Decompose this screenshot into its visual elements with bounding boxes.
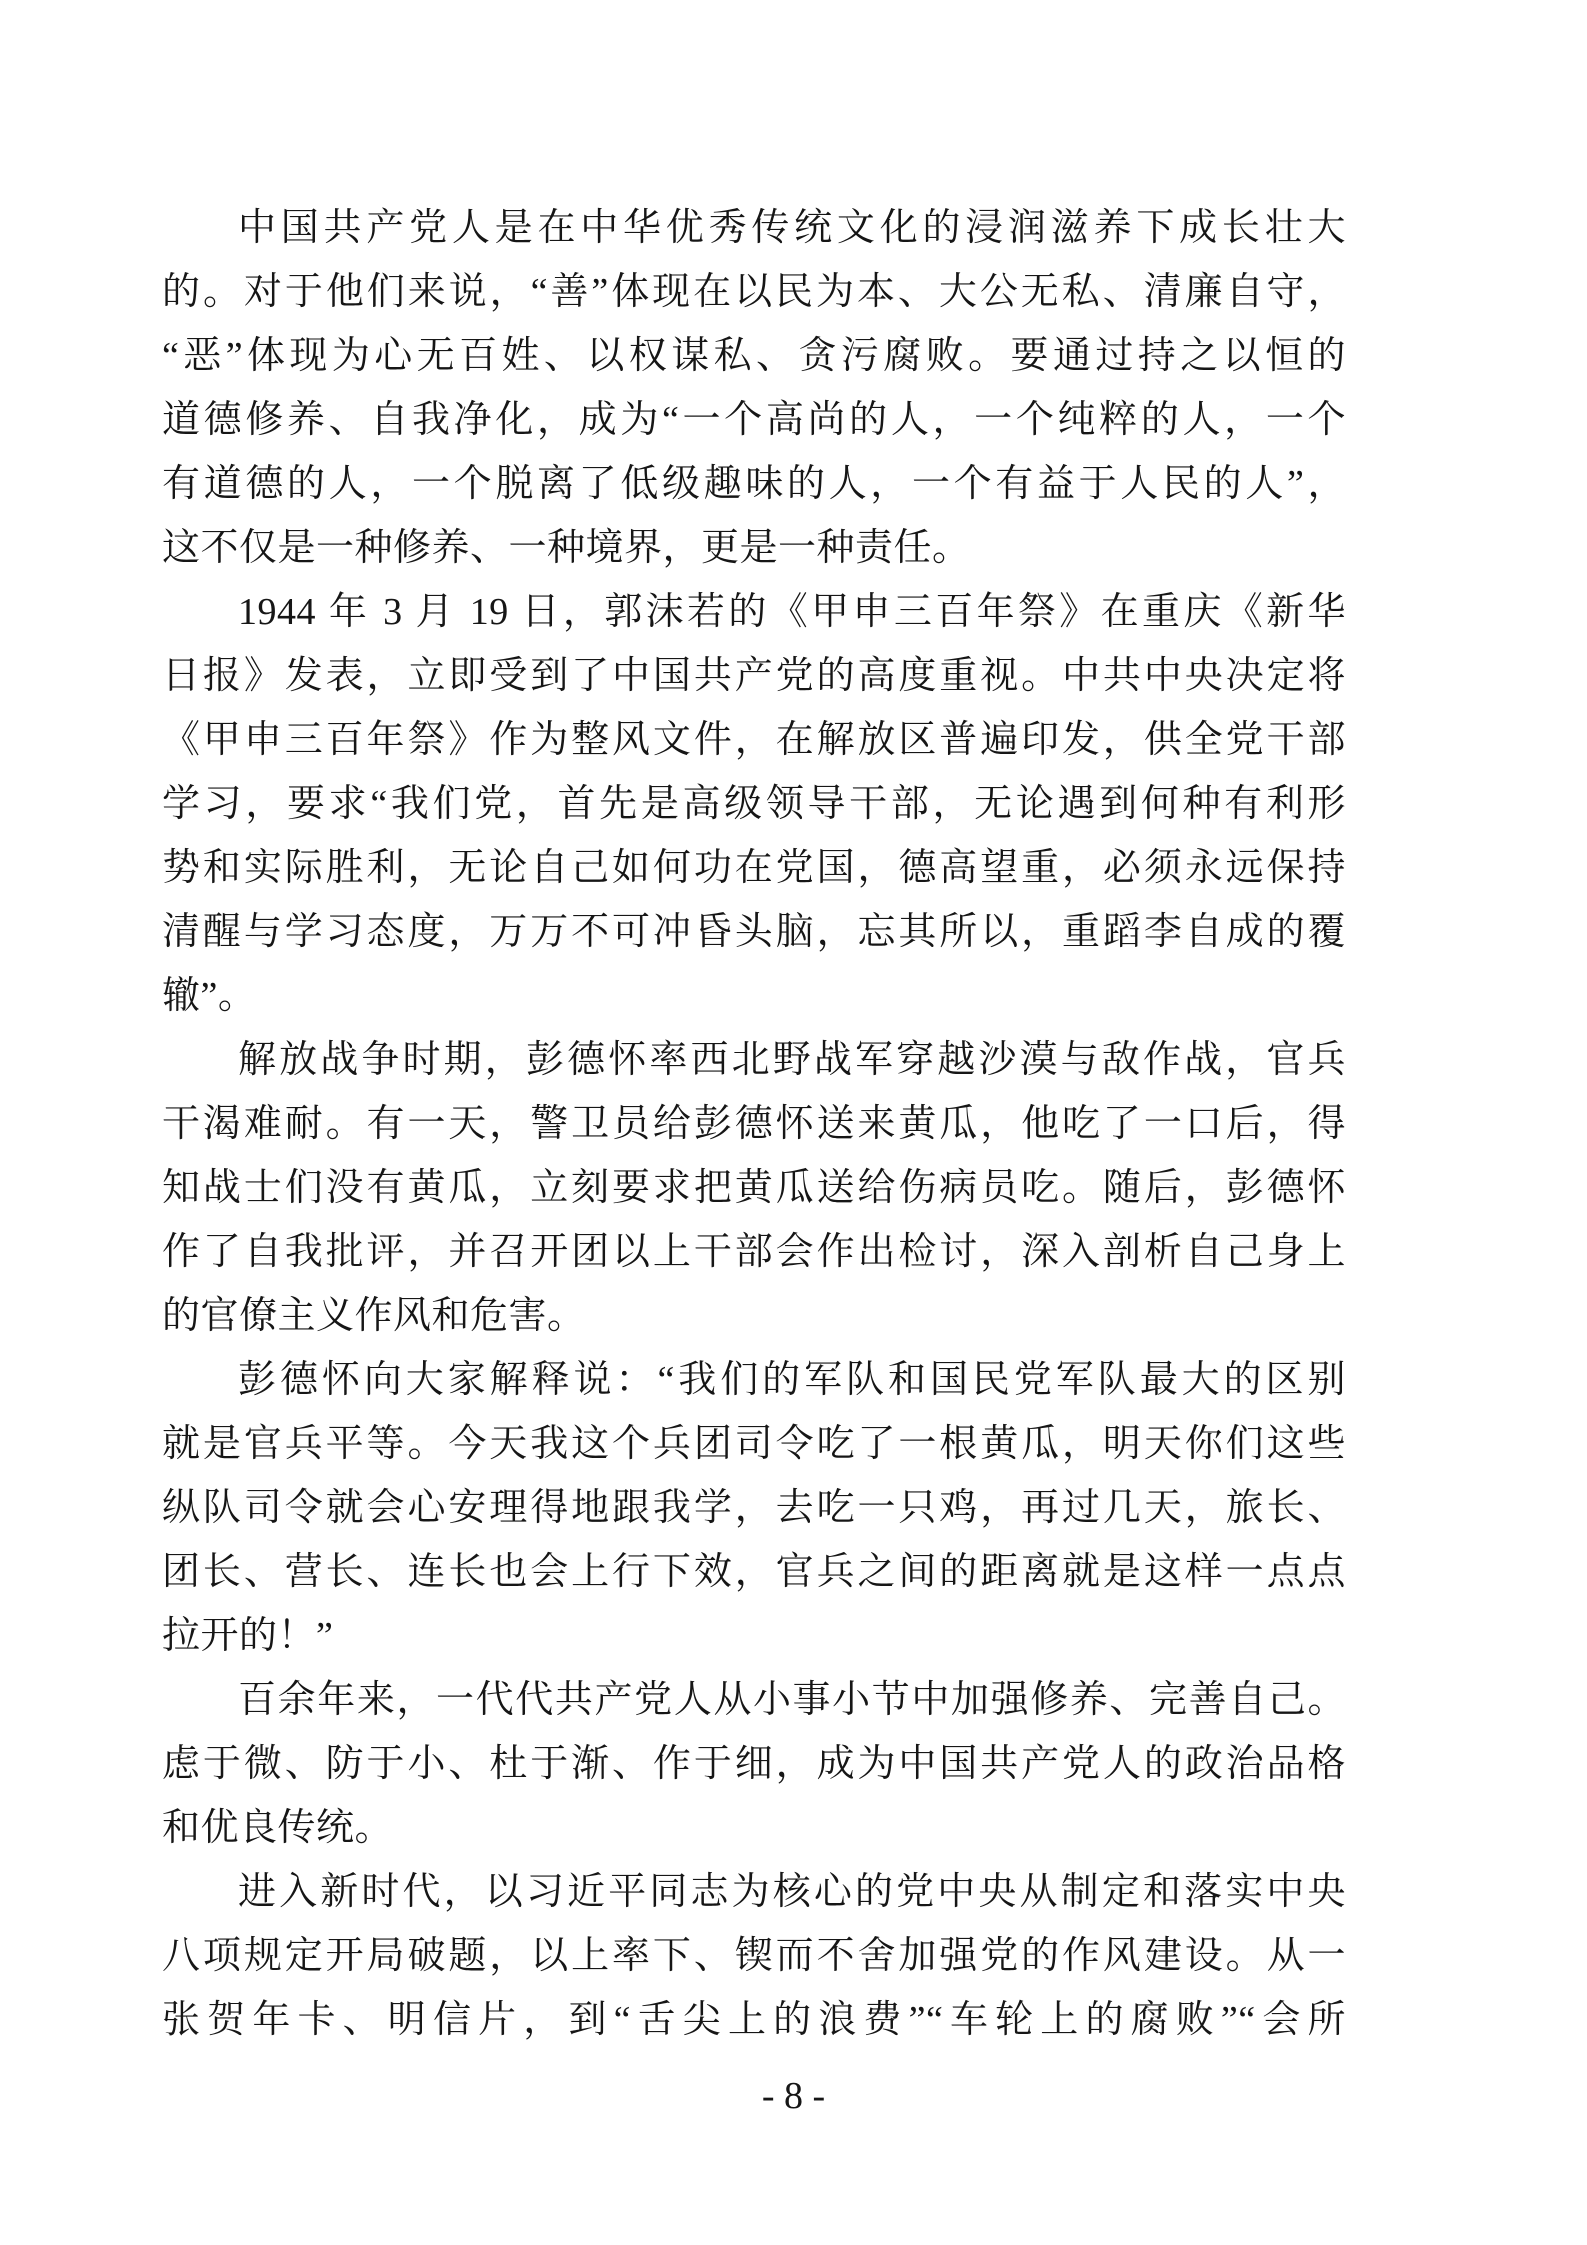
text-line: 这不仅是一种修养、一种境界，更是一种责任。 bbox=[162, 527, 971, 569]
page-footer bbox=[0, 2072, 1587, 2120]
page-number: - 8 - bbox=[761, 2075, 826, 2117]
text-line: 中国共产党人是在中华优秀传统文化的浸润滋养下成长壮大 bbox=[238, 207, 1346, 249]
text-line: 解放战争时期，彭德怀率西北野战军穿越沙漠与敌作战，官兵 bbox=[238, 1039, 1346, 1081]
text-line: 的。对于他们来说，“善”体现在以民为本、大公无私、清廉自守， bbox=[162, 271, 1346, 313]
text-line: 1944 年 3 月 19 日，郭沫若的《甲申三百年祭》在重庆《新华 bbox=[238, 591, 1346, 633]
text-line: “恶”体现为心无百姓、以权谋私、贪污腐败。要通过持之以恒的 bbox=[162, 335, 1346, 377]
text-line: 日报》发表，立即受到了中国共产党的高度重视。中共中央决定将 bbox=[162, 655, 1346, 697]
text-line: 就是官兵平等。今天我这个兵团司令吃了一根黄瓜，明天你们这些 bbox=[162, 1423, 1346, 1465]
text-line: 进入新时代，以习近平同志为核心的党中央从制定和落实中央 bbox=[238, 1871, 1346, 1913]
text-line: 彭德怀向大家解释说：“我们的军队和国民党军队最大的区别 bbox=[238, 1359, 1346, 1401]
text-line: 辙”。 bbox=[162, 975, 257, 1017]
text-line: 势和实际胜利，无论自己如何功在党国，德高望重，必须永远保持 bbox=[162, 847, 1346, 889]
text-column bbox=[162, 196, 1346, 2052]
text-line: 和优良传统。 bbox=[162, 1807, 394, 1849]
text-line: 纵队司令就会心安理得地跟我学，去吃一只鸡，再过几天，旅长、 bbox=[162, 1487, 1346, 1529]
paragraph bbox=[162, 1668, 1346, 1860]
text-line: 虑于微、防于小、杜于渐、作于细，成为中国共产党人的政治品格 bbox=[162, 1743, 1346, 1785]
text-line: 作了自我批评，并召开团以上干部会作出检讨，深入剖析自己身上 bbox=[162, 1231, 1346, 1273]
text-line: 知战士们没有黄瓜，立刻要求把黄瓜送给伤病员吃。随后，彭德怀 bbox=[162, 1167, 1346, 1209]
text-line: 拉开的！” bbox=[162, 1615, 334, 1657]
paragraph bbox=[162, 1028, 1346, 1348]
text-line: 张贺年卡、明信片，到“舌尖上的浪费”“车轮上的腐败”“会所 bbox=[162, 1999, 1346, 2041]
paragraph bbox=[162, 1860, 1346, 2052]
text-line: 清醒与学习态度，万万不可冲昏头脑，忘其所以，重蹈李自成的覆 bbox=[162, 911, 1346, 953]
text-line: 道德修养、自我净化，成为“一个高尚的人，一个纯粹的人，一个 bbox=[162, 399, 1346, 441]
paragraph bbox=[162, 196, 1346, 580]
text-line: 百余年来，一代代共产党人从小事小节中加强修养、完善自己。 bbox=[238, 1679, 1346, 1721]
text-line: 团长、营长、连长也会上行下效，官兵之间的距离就是这样一点点 bbox=[162, 1551, 1346, 1593]
paragraph bbox=[162, 580, 1346, 1028]
text-line: 八项规定开局破题，以上率下、锲而不舍加强党的作风建设。从一 bbox=[162, 1935, 1346, 1977]
text-line: 的官僚主义作风和危害。 bbox=[162, 1295, 586, 1337]
text-line: 学习，要求“我们党，首先是高级领导干部，无论遇到何种有利形 bbox=[162, 783, 1346, 825]
text-line: 干渴难耐。有一天，警卫员给彭德怀送来黄瓜，他吃了一口后，得 bbox=[162, 1103, 1346, 1145]
paragraph bbox=[162, 1348, 1346, 1668]
text-line: 有道德的人，一个脱离了低级趣味的人，一个有益于人民的人”， bbox=[162, 463, 1346, 505]
text-line: 《甲申三百年祭》作为整风文件，在解放区普遍印发，供全党干部 bbox=[162, 719, 1346, 761]
